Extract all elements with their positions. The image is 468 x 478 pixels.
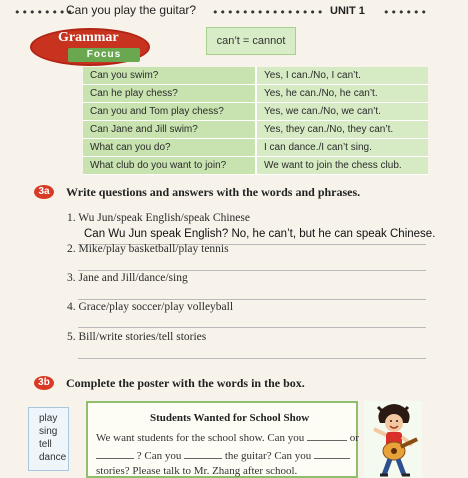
blank-field[interactable]	[307, 430, 347, 441]
answer-cell: Yes, they can./No, they can’t.	[256, 121, 428, 139]
poster-line-1	[96, 430, 359, 444]
grammar-label: Grammar	[58, 30, 119, 45]
poster-title: Students Wanted for School Show	[150, 412, 310, 424]
poster-text: We want students for the school show. Can you	[96, 432, 305, 444]
blank-field[interactable]	[184, 448, 222, 459]
question-cell: What can you do?	[83, 139, 256, 157]
word-box-item: dance	[39, 452, 67, 463]
answer-line	[78, 299, 426, 300]
answer-line	[78, 327, 426, 328]
question-cell: Can you and Tom play chess?	[83, 103, 256, 121]
answer-line	[78, 358, 426, 359]
exercise-item-5: 5. Bill/write stories/tell stories	[67, 331, 207, 343]
question-cell: What club do you want to join?	[83, 157, 256, 175]
table-row	[83, 139, 428, 157]
blank-field[interactable]	[314, 448, 350, 459]
table-row	[83, 121, 428, 139]
answer-cell: I can dance./I can’t sing.	[256, 139, 428, 157]
question-cell: Can you swim?	[83, 67, 256, 85]
blank-field[interactable]	[96, 448, 134, 459]
exercise-item-3: 3. Jane and Jill/dance/sing	[67, 272, 188, 284]
page-header-title: Can you play the guitar?	[66, 3, 197, 17]
table-row	[83, 67, 428, 85]
table-row	[83, 157, 428, 175]
question-cell: Can Jane and Jill swim?	[83, 121, 256, 139]
poster-text: the guitar? Can you	[224, 450, 312, 462]
word-box	[28, 407, 69, 471]
answer-cell: We want to join the chess club.	[256, 157, 428, 175]
focus-label: Focus	[68, 48, 140, 62]
exercise-item-4: 4. Grace/play soccer/play volleyball	[67, 301, 234, 313]
exercise-item-2: 2. Mike/play basketball/play tennis	[67, 243, 229, 255]
section-3b-instruction: Complete the poster with the words in the box.	[66, 376, 305, 390]
contraction-note: can’t = cannot	[206, 27, 296, 55]
word-box-item: tell	[39, 439, 52, 450]
question-cell: Can he play chess?	[83, 85, 256, 103]
exercise-item-1: 1. Wu Jun/speak English/speak Chinese	[67, 212, 250, 224]
table-row	[83, 85, 428, 103]
unit-label: UNIT 1	[330, 5, 365, 17]
grammar-table	[83, 67, 428, 175]
word-box-item: sing	[39, 426, 58, 437]
poster-line-3: stories? Please talk to Mr. Zhang after school.	[96, 465, 298, 477]
answer-cell: Yes, he can./No, he can’t.	[256, 85, 428, 103]
poster-text: ? Can you	[136, 450, 182, 462]
section-3b-badge: 3b	[34, 376, 54, 390]
header-dots-mid: •••••••••••••••	[212, 6, 325, 19]
poster-line-2	[96, 448, 350, 462]
section-3a-instruction: Write questions and answers with the words and phrases.	[66, 185, 361, 199]
answer-cell: Yes, we can./No, we can’t.	[256, 103, 428, 121]
header-dots-left: ••••••••	[14, 6, 74, 19]
word-box-item: play	[39, 413, 58, 424]
poster-text: or	[349, 432, 359, 444]
header-dots-right: ••••••	[383, 6, 428, 19]
answer-cell: Yes, I can./No, I can’t.	[256, 67, 428, 85]
table-row	[83, 103, 428, 121]
guitar-girl-illustration	[364, 401, 422, 478]
section-3a-badge: 3a	[34, 185, 54, 199]
handwritten-answer: Can Wu Jun speak English? No, he can’t, but he can speak Chinese.	[84, 228, 436, 240]
answer-line	[78, 270, 426, 271]
